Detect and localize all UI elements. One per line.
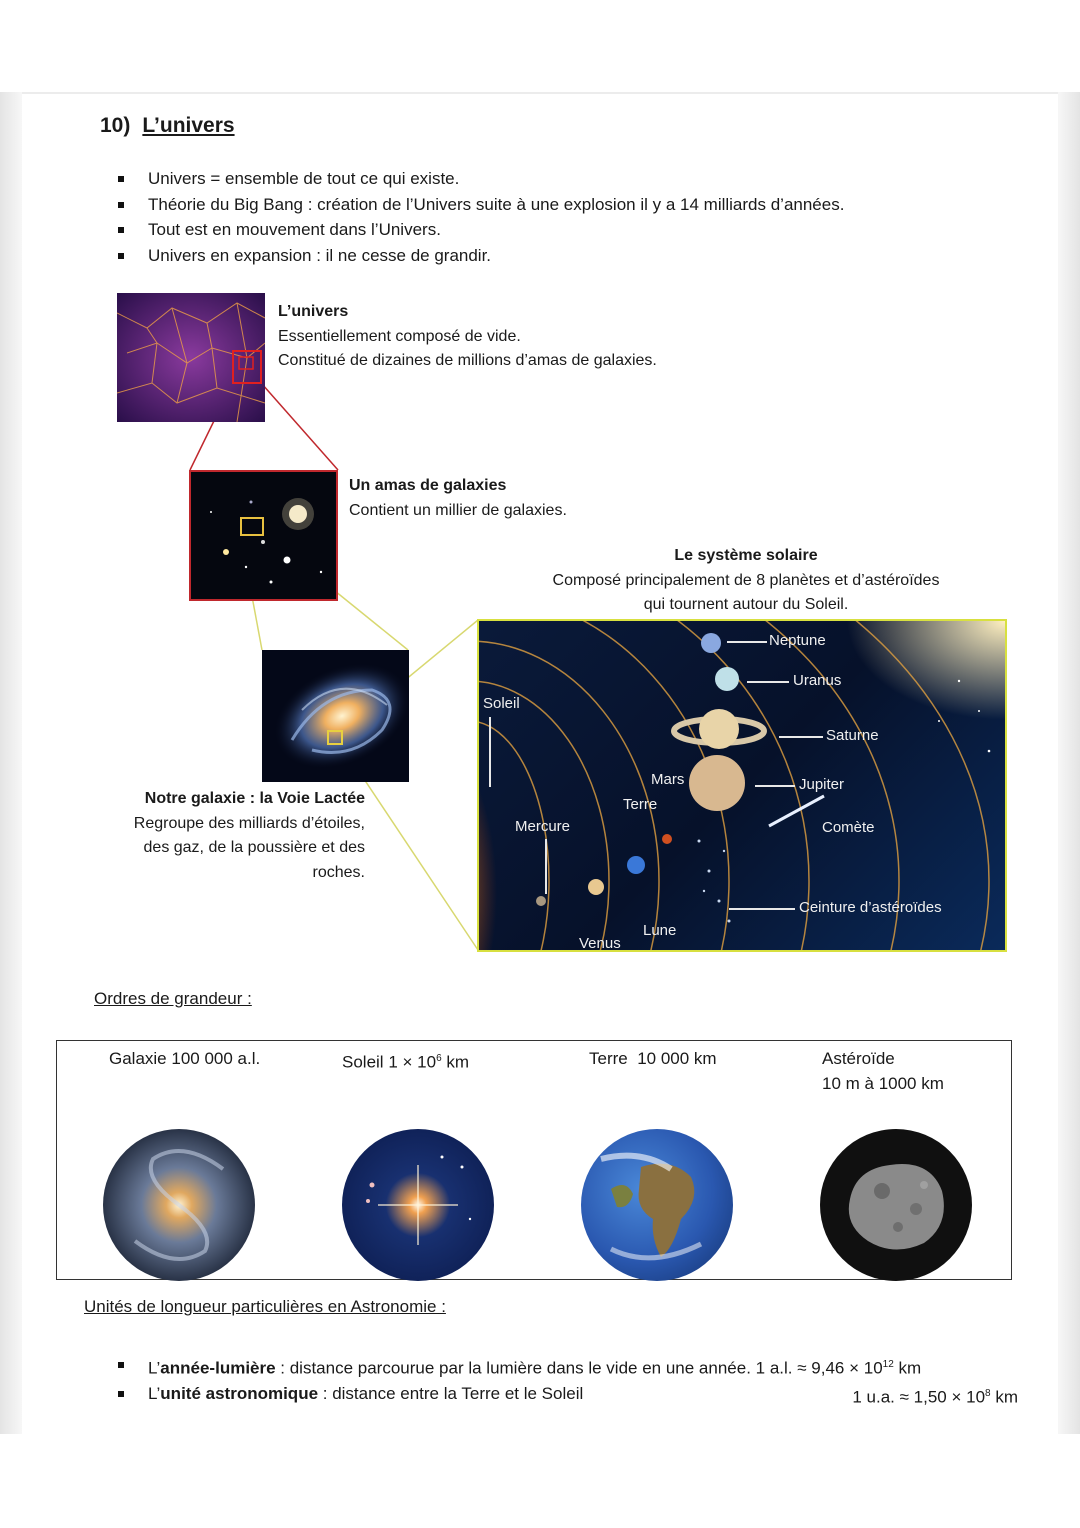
sun-star-image: [342, 1129, 494, 1281]
caption-title: Notre galaxie : la Voie Lactée: [144, 790, 365, 807]
list-item: Théorie du Big Bang : création de l’Univers suite à une explosion il y a 14 milliards d’années.: [118, 192, 844, 218]
scale-name: Terre: [589, 1049, 628, 1068]
unit-term: unité astronomique: [160, 1384, 319, 1404]
caption-title: Un amas de galaxies: [349, 477, 507, 494]
unit-suffix: km: [893, 1358, 922, 1378]
label-jupiter: Jupiter: [799, 776, 845, 793]
scale-label-soleil: [342, 1046, 469, 1075]
unit-definition: : distance entre la Terre et le Soleil: [318, 1384, 584, 1404]
unit-definition: : distance parcourue par la lumière dans le vide en une année. 1 a.l. ≈ 9,46 × 10: [275, 1358, 883, 1378]
label-comete: Comète: [822, 819, 875, 836]
universe-web-image: [117, 293, 265, 422]
unit-prefix: L’: [148, 1384, 161, 1404]
label-mercure: Mercure: [515, 818, 571, 835]
unites-bullet-list: [118, 1352, 1018, 1407]
galaxy-cluster-image: [189, 470, 338, 601]
caption-line: des gaz, de la poussière et des roches.: [143, 839, 365, 881]
section-number: 10): [100, 114, 131, 137]
list-item: Tout est en mouvement dans l’Univers.: [118, 217, 844, 243]
caption-univers: [278, 300, 657, 374]
label-saturne: Saturne: [826, 727, 879, 744]
caption-line: Contient un millier de galaxies.: [349, 501, 567, 519]
label-mars: Mars: [651, 771, 685, 788]
leader-line: [489, 717, 491, 787]
section-title-text: L’univers: [142, 114, 235, 137]
earth-image: [581, 1129, 733, 1281]
unit-exponent: 8: [985, 1388, 991, 1400]
caption-galaxie: [100, 787, 365, 885]
unites-heading: Unités de longueur particulières en Astronomie :: [84, 1297, 446, 1316]
scale-value: 10 m à 1000 km: [822, 1074, 944, 1093]
list-item: Univers en expansion : il ne cesse de grandir.: [118, 243, 844, 269]
caption-title: Le système solaire: [674, 547, 818, 564]
caption-line: qui tournent autour du Soleil.: [643, 596, 849, 613]
leader-line: [545, 839, 547, 894]
leader-line: [779, 736, 823, 738]
label-uranus: Uranus: [793, 672, 842, 689]
list-item: Univers = ensemble de tout ce qui existe.: [118, 166, 844, 192]
label-lune: Lune: [643, 922, 677, 939]
milky-way-image: [262, 650, 409, 782]
unit-value: 1 u.a. ≈ 1,50 × 10: [852, 1387, 986, 1407]
scale-value: 1 × 10: [388, 1052, 437, 1072]
scale-unit: km: [441, 1052, 470, 1072]
caption-line: Constitué de dizaines de millions d’amas de galaxies.: [278, 352, 657, 369]
list-item: [118, 1352, 1018, 1381]
caption-systeme-solaire: [540, 544, 952, 618]
unit-term: année-lumière: [160, 1358, 276, 1378]
leader-line: [729, 908, 795, 910]
scale-label-terre: [589, 1046, 717, 1071]
scale-exponent: 6: [436, 1053, 442, 1064]
leader-line: [727, 641, 767, 643]
leader-line: [747, 681, 789, 683]
leader-line: [755, 785, 795, 787]
caption-line: Composé principalement de 8 planètes et d’astéroïdes: [552, 571, 940, 589]
label-soleil: Soleil: [483, 695, 520, 712]
unit-suffix: km: [990, 1387, 1018, 1407]
caption-amas: [349, 474, 567, 523]
galaxy-image: [103, 1129, 255, 1281]
scale-value: 10 000 km: [637, 1049, 717, 1068]
asteroid-image: [820, 1129, 972, 1281]
unit-exponent: 12: [882, 1359, 894, 1370]
ordres-box: [56, 1040, 1012, 1280]
unit-prefix: L’: [148, 1358, 161, 1378]
caption-title: L’univers: [278, 303, 349, 320]
ordres-heading: Ordres de grandeur :: [94, 989, 252, 1008]
solar-system-image: [477, 619, 1007, 952]
caption-line: Regroupe des milliards d’étoiles,: [133, 814, 365, 832]
scale-name: Astéroïde: [822, 1049, 895, 1068]
caption-line: Essentiellement composé de vide.: [278, 327, 521, 345]
unit-value-ua: [852, 1381, 1018, 1410]
scale-name: Galaxie: [109, 1049, 167, 1068]
label-neptune: Neptune: [769, 632, 826, 649]
scale-label-galaxie: [109, 1046, 260, 1071]
label-venus: Venus: [579, 935, 621, 952]
scale-name: Soleil: [342, 1052, 384, 1072]
scale-value: 100 000 a.l.: [171, 1049, 261, 1068]
label-terre: Terre: [623, 796, 658, 813]
list-item: [118, 1381, 1018, 1407]
scale-label-asteroide: [822, 1046, 944, 1096]
label-ceinture-asteroides: Ceinture d’astéroïdes: [799, 899, 942, 916]
